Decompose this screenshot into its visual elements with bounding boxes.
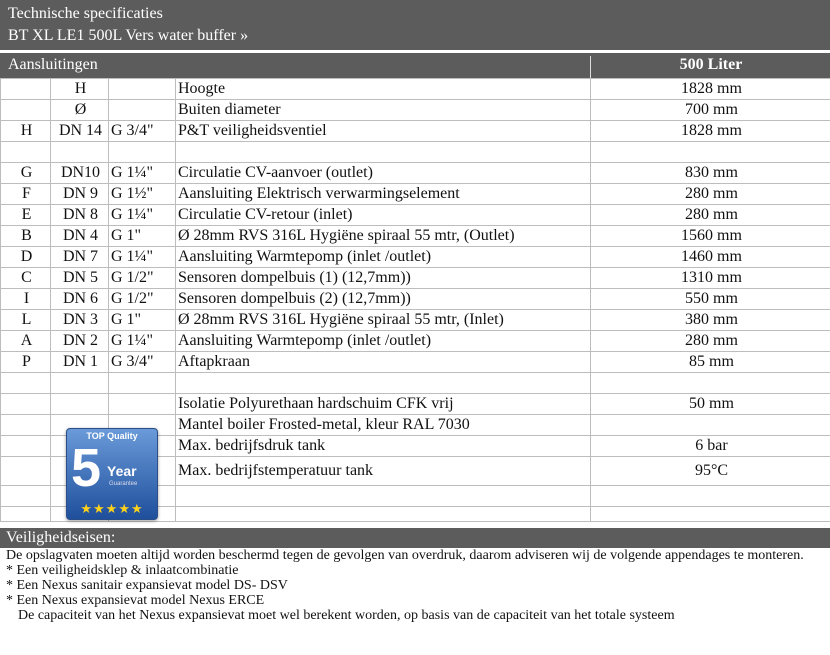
capacity-heading: 500 Liter — [590, 56, 830, 81]
table-row — [1, 310, 830, 331]
cell-val — [591, 507, 830, 522]
cell-desc: Mantel boiler Frosted-metal, kleur RAL 7030 — [176, 415, 591, 436]
table-row — [1, 331, 830, 352]
cell-dn — [51, 373, 109, 394]
cell-code — [1, 394, 51, 415]
cell-dn: DN 7 — [51, 247, 109, 268]
cell-val: 6 bar — [591, 436, 830, 457]
cell-code — [1, 100, 51, 121]
cell-g: G 1/2" — [109, 268, 176, 289]
table-row — [1, 289, 830, 310]
cell-g — [109, 79, 176, 100]
cell-g — [109, 100, 176, 121]
cell-g: G 1¼" — [109, 205, 176, 226]
cell-dn: DN 4 — [51, 226, 109, 247]
cell-code — [1, 486, 51, 507]
cell-val: 550 mm — [591, 289, 830, 310]
cell-dn: DN 2 — [51, 331, 109, 352]
cell-dn: DN 3 — [51, 310, 109, 331]
cell-val: 1828 mm — [591, 79, 830, 100]
cell-desc: Sensoren dompelbuis (2) (12,7mm)) — [176, 289, 591, 310]
cell-val: 280 mm — [591, 184, 830, 205]
table-row — [1, 163, 830, 184]
cell-g: G 1¼" — [109, 163, 176, 184]
cell-dn: DN 5 — [51, 268, 109, 289]
cell-g: G 3/4" — [109, 121, 176, 142]
cell-g: G 1¼" — [109, 247, 176, 268]
cell-code: L — [1, 310, 51, 331]
safety-note: De capaciteit van het Nexus expansievat moet wel berekent worden, op basis van de capaciteit van het totale systeem — [18, 608, 675, 623]
cell-val: 830 mm — [591, 163, 830, 184]
cell-dn: DN 1 — [51, 352, 109, 373]
table-row — [1, 373, 830, 394]
cell-val: 700 mm — [591, 100, 830, 121]
table-row — [1, 352, 830, 373]
cell-code: B — [1, 226, 51, 247]
cell-desc: P&T veiligheidsventiel — [176, 121, 591, 142]
cell-desc: Ø 28mm RVS 316L Hygiëne spiraal 55 mtr, (Outlet) — [176, 226, 591, 247]
table-row — [1, 121, 830, 142]
safety-heading: Veiligheidseisen: — [6, 529, 116, 546]
cell-g: G 1/2" — [109, 289, 176, 310]
cell-code — [1, 507, 51, 522]
cell-code — [1, 415, 51, 436]
table-row — [1, 226, 830, 247]
safety-section — [6, 548, 826, 623]
table-row — [1, 394, 830, 415]
five-year-guarantee-badge — [66, 428, 158, 520]
cell-val: 85 mm — [591, 352, 830, 373]
badge-number: 5 — [71, 438, 102, 498]
cell-code — [1, 436, 51, 457]
cell-desc: Hoogte — [176, 79, 591, 100]
cell-desc: Ø 28mm RVS 316L Hygiëne spiraal 55 mtr, (Inlet) — [176, 310, 591, 331]
cell-g: G 3/4" — [109, 352, 176, 373]
cell-desc: Aansluiting Warmtepomp (inlet /outlet) — [176, 331, 591, 352]
cell-val: 1310 mm — [591, 268, 830, 289]
cell-desc: Max. bedrijfstemperatuur tank — [176, 457, 591, 486]
cell-val: 1460 mm — [591, 247, 830, 268]
cell-g: G 1" — [109, 310, 176, 331]
cell-dn: H — [51, 79, 109, 100]
cell-val: 1560 mm — [591, 226, 830, 247]
cell-val — [591, 142, 830, 163]
cell-code — [1, 457, 51, 486]
table-row — [1, 142, 830, 163]
cell-desc: Aansluiting Elektrisch verwarmingselement — [176, 184, 591, 205]
cell-dn — [51, 142, 109, 163]
cell-dn: DN 14 — [51, 121, 109, 142]
cell-code: E — [1, 205, 51, 226]
cell-code: C — [1, 268, 51, 289]
product-link[interactable]: BT XL LE1 500L Vers water buffer » — [8, 27, 249, 44]
safety-intro: De opslagvaten moeten altijd worden beschermd tegen de gevolgen van overdruk, daarom adviseren wij de volgende appendages te monteren. — [6, 548, 804, 563]
cell-val: 280 mm — [591, 205, 830, 226]
cell-dn: DN 6 — [51, 289, 109, 310]
table-row — [1, 184, 830, 205]
cell-dn: DN 9 — [51, 184, 109, 205]
cell-g: G 1¼" — [109, 331, 176, 352]
cell-g — [109, 142, 176, 163]
cell-desc — [176, 486, 591, 507]
cell-desc — [176, 142, 591, 163]
cell-code: I — [1, 289, 51, 310]
table-header — [0, 53, 830, 78]
cell-code: A — [1, 331, 51, 352]
page-title: Technische specificaties — [8, 5, 163, 22]
table-row — [1, 268, 830, 289]
cell-dn: DN 8 — [51, 205, 109, 226]
cell-desc — [176, 373, 591, 394]
cell-code: D — [1, 247, 51, 268]
cell-code: F — [1, 184, 51, 205]
cell-dn: Ø — [51, 100, 109, 121]
cell-code: G — [1, 163, 51, 184]
badge-year: Year — [107, 463, 137, 479]
cell-val — [591, 486, 830, 507]
cell-val: 280 mm — [591, 331, 830, 352]
cell-code — [1, 79, 51, 100]
cell-dn — [51, 394, 109, 415]
cell-val: 1828 mm — [591, 121, 830, 142]
cell-desc: Aftapkraan — [176, 352, 591, 373]
cell-val: 50 mm — [591, 394, 830, 415]
badge-top-label: TOP Quality — [86, 431, 138, 441]
cell-g — [109, 373, 176, 394]
cell-val: 95°C — [591, 457, 830, 486]
cell-dn: DN10 — [51, 163, 109, 184]
table-row — [1, 100, 830, 121]
cell-desc: Aansluiting Warmtepomp (inlet /outlet) — [176, 247, 591, 268]
cell-code — [1, 373, 51, 394]
safety-item: * Een veiligheidsklep & inlaatcombinatie — [6, 563, 239, 578]
safety-heading-bar — [0, 528, 830, 548]
cell-desc: Sensoren dompelbuis (1) (12,7mm)) — [176, 268, 591, 289]
cell-g: G 1½" — [109, 184, 176, 205]
cell-desc: Buiten diameter — [176, 100, 591, 121]
cell-code: P — [1, 352, 51, 373]
table-row — [1, 79, 830, 100]
cell-desc: Circulatie CV-aanvoer (outlet) — [176, 163, 591, 184]
cell-desc — [176, 507, 591, 522]
table-row — [1, 205, 830, 226]
cell-desc: Max. bedrijfsdruk tank — [176, 436, 591, 457]
page-header — [0, 0, 830, 50]
safety-item: * Een Nexus sanitair expansievat model DS- DSV — [6, 578, 288, 593]
cell-g: G 1" — [109, 226, 176, 247]
table-row — [1, 247, 830, 268]
cell-val: 380 mm — [591, 310, 830, 331]
cell-g — [109, 394, 176, 415]
connections-heading: Aansluitingen — [8, 56, 98, 73]
cell-desc: Isolatie Polyurethaan hardschuim CFK vrij — [176, 394, 591, 415]
cell-code — [1, 142, 51, 163]
cell-code: H — [1, 121, 51, 142]
cell-val — [591, 373, 830, 394]
star-icons: ★★★★★ — [80, 502, 144, 517]
badge-guarantee: Guarantee — [109, 481, 138, 487]
cell-desc: Circulatie CV-retour (inlet) — [176, 205, 591, 226]
safety-item: * Een Nexus expansievat model Nexus ERCE — [6, 593, 265, 608]
cell-val — [591, 415, 830, 436]
